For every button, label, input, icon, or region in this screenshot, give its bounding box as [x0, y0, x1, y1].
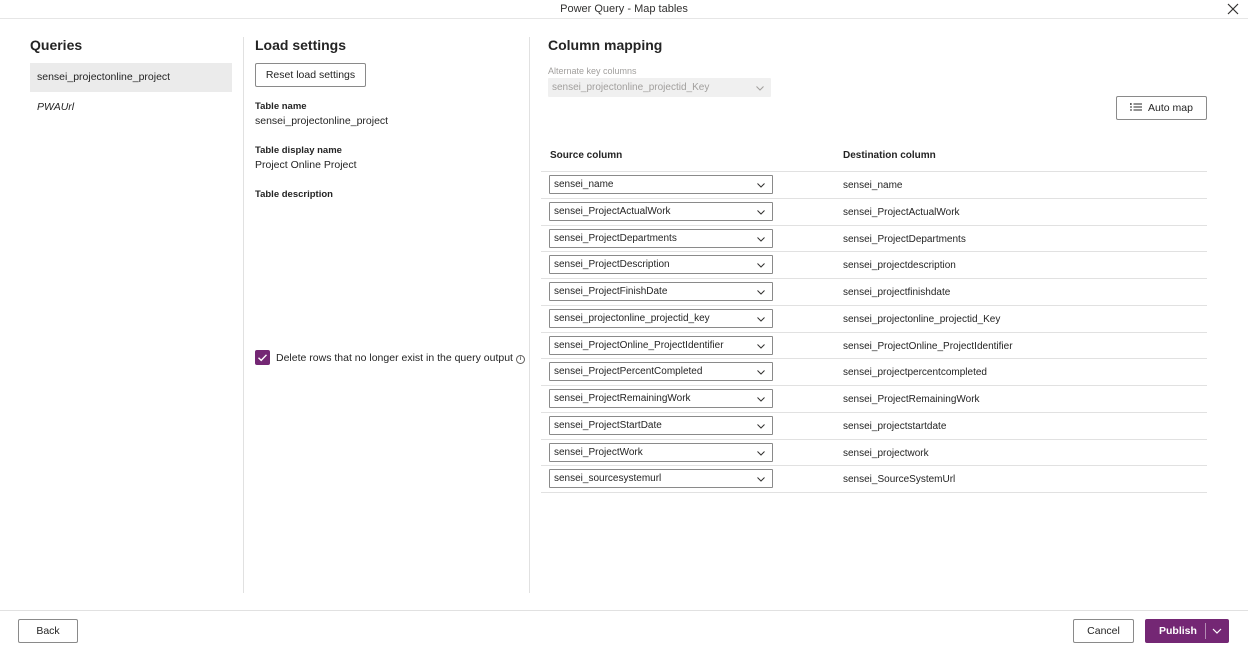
- destination-column-value: sensei_projectwork: [843, 447, 929, 459]
- destination-column-value: sensei_ProjectActualWork: [843, 206, 960, 218]
- source-column-value: sensei_sourcesystemurl: [554, 473, 662, 485]
- destination-column-value: sensei_projectfinishdate: [843, 287, 951, 298]
- destination-column-value: sensei_SourceSystemUrl: [843, 474, 956, 486]
- source-column-value: sensei_ProjectRemainingWork: [554, 393, 691, 404]
- source-column-select[interactable]: [549, 175, 773, 194]
- source-column-value: sensei_projectonline_projectid_key: [554, 312, 710, 324]
- destination-column-value: sensei_projectonline_projectid_Key: [843, 313, 1001, 325]
- row-divider: [541, 251, 1207, 252]
- source-column-select[interactable]: [549, 469, 773, 488]
- row-divider: [541, 305, 1207, 306]
- source-column-select[interactable]: [549, 229, 773, 248]
- alternate-key-value: sensei_projectonline_projectid_Key: [552, 82, 710, 93]
- source-column-value: sensei_ProjectPercentCompleted: [554, 366, 703, 378]
- source-column-select[interactable]: [549, 389, 773, 408]
- alternate-key-label: Alternate key columns: [548, 66, 637, 76]
- source-column-select[interactable]: [549, 362, 773, 381]
- publish-separator: [1205, 623, 1206, 639]
- destination-column-value: sensei_ProjectRemainingWork: [843, 394, 980, 405]
- source-column-value: sensei_name: [554, 179, 614, 190]
- source-column-value: sensei_ProjectOnline_ProjectIdentifier: [554, 339, 724, 351]
- row-divider: [541, 492, 1207, 493]
- source-column-select[interactable]: [549, 309, 773, 328]
- chevron-down-icon: [756, 314, 766, 324]
- auto-map-label: Auto map: [1148, 102, 1193, 114]
- divider-left: [243, 37, 244, 593]
- row-divider: [541, 439, 1207, 440]
- chevron-down-icon: [756, 367, 766, 377]
- reset-load-settings-button[interactable]: Reset load settings: [255, 63, 366, 87]
- destination-column-value: sensei_ProjectOnline_ProjectIdentifier: [843, 340, 1013, 352]
- chevron-down-icon: [756, 234, 766, 244]
- table-name-label: Table name: [255, 101, 307, 112]
- source-column-select[interactable]: [549, 282, 773, 301]
- row-divider: [541, 412, 1207, 413]
- auto-map-icon: [1130, 103, 1142, 113]
- row-divider: [541, 465, 1207, 466]
- chevron-down-icon: [756, 180, 766, 190]
- info-icon[interactable]: i: [516, 355, 525, 364]
- delete-rows-checkbox[interactable]: [255, 350, 270, 365]
- query-item-sensei-projectonline-project[interactable]: sensei_projectonline_project: [30, 63, 232, 92]
- destination-column-value: sensei_projectpercentcompleted: [843, 367, 987, 379]
- cancel-button[interactable]: Cancel: [1073, 619, 1134, 643]
- queries-heading: Queries: [30, 37, 83, 53]
- source-column-value: sensei_ProjectFinishDate: [554, 286, 668, 297]
- chevron-down-icon: [756, 207, 766, 217]
- source-column-value: sensei_ProjectActualWork: [554, 205, 671, 217]
- destination-column-value: sensei_name: [843, 180, 903, 191]
- source-column-value: sensei_ProjectWork: [554, 446, 643, 458]
- source-column-select[interactable]: [549, 443, 773, 462]
- destination-column-value: sensei_projectdescription: [843, 260, 956, 272]
- source-column-select[interactable]: [549, 416, 773, 435]
- row-divider: [541, 358, 1207, 359]
- query-item-pwaurl[interactable]: PWAUrl: [37, 101, 75, 113]
- source-column-value: sensei_ProjectDepartments: [554, 232, 677, 244]
- alternate-key-select: [548, 78, 771, 97]
- row-divider: [541, 332, 1207, 333]
- publish-button[interactable]: [1145, 619, 1229, 643]
- destination-column-value: sensei_ProjectDepartments: [843, 233, 966, 245]
- source-column-value: sensei_ProjectDescription: [554, 259, 670, 271]
- column-mapping-pane: [548, 37, 1208, 57]
- table-name-value: sensei_projectonline_project: [255, 115, 389, 127]
- row-divider: [541, 385, 1207, 386]
- chevron-down-icon: [756, 474, 766, 484]
- row-divider: [541, 171, 1207, 172]
- table-display-name-label: Table display name: [255, 145, 342, 156]
- delete-rows-text: Delete rows that no longer exist in the query output: [276, 352, 513, 364]
- load-settings-pane: [255, 37, 515, 57]
- auto-map-button[interactable]: [1116, 96, 1207, 120]
- chevron-down-icon: [756, 287, 766, 297]
- divider-right: [529, 37, 530, 593]
- window-title: Power Query - Map tables: [560, 3, 688, 15]
- table-description-label: Table description: [255, 189, 333, 200]
- table-display-name-value: Project Online Project: [255, 159, 357, 171]
- row-divider: [541, 278, 1207, 279]
- publish-label: Publish: [1159, 625, 1197, 637]
- close-icon[interactable]: [1226, 2, 1240, 16]
- checkmark-icon: [255, 350, 270, 365]
- chevron-down-icon: [756, 448, 766, 458]
- chevron-down-icon: [755, 83, 765, 93]
- source-column-value: sensei_ProjectStartDate: [554, 419, 662, 431]
- chevron-down-icon[interactable]: [1211, 626, 1223, 636]
- row-divider: [541, 198, 1207, 199]
- destination-column-value: sensei_projectstartdate: [843, 420, 947, 432]
- title-bar: [0, 0, 1248, 19]
- chevron-down-icon: [756, 394, 766, 404]
- column-mapping-heading: Column mapping: [548, 37, 663, 53]
- chevron-down-icon: [756, 341, 766, 351]
- back-button[interactable]: Back: [18, 619, 78, 643]
- chevron-down-icon: [756, 260, 766, 270]
- source-column-header: Source column: [550, 150, 623, 161]
- footer: [0, 610, 1248, 648]
- source-column-select[interactable]: [549, 336, 773, 355]
- destination-column-header: Destination column: [843, 150, 936, 161]
- source-column-select[interactable]: [549, 202, 773, 221]
- row-divider: [541, 225, 1207, 226]
- chevron-down-icon: [756, 421, 766, 431]
- load-settings-heading: Load settings: [255, 37, 347, 53]
- delete-rows-label: [276, 352, 525, 364]
- source-column-select[interactable]: [549, 255, 773, 274]
